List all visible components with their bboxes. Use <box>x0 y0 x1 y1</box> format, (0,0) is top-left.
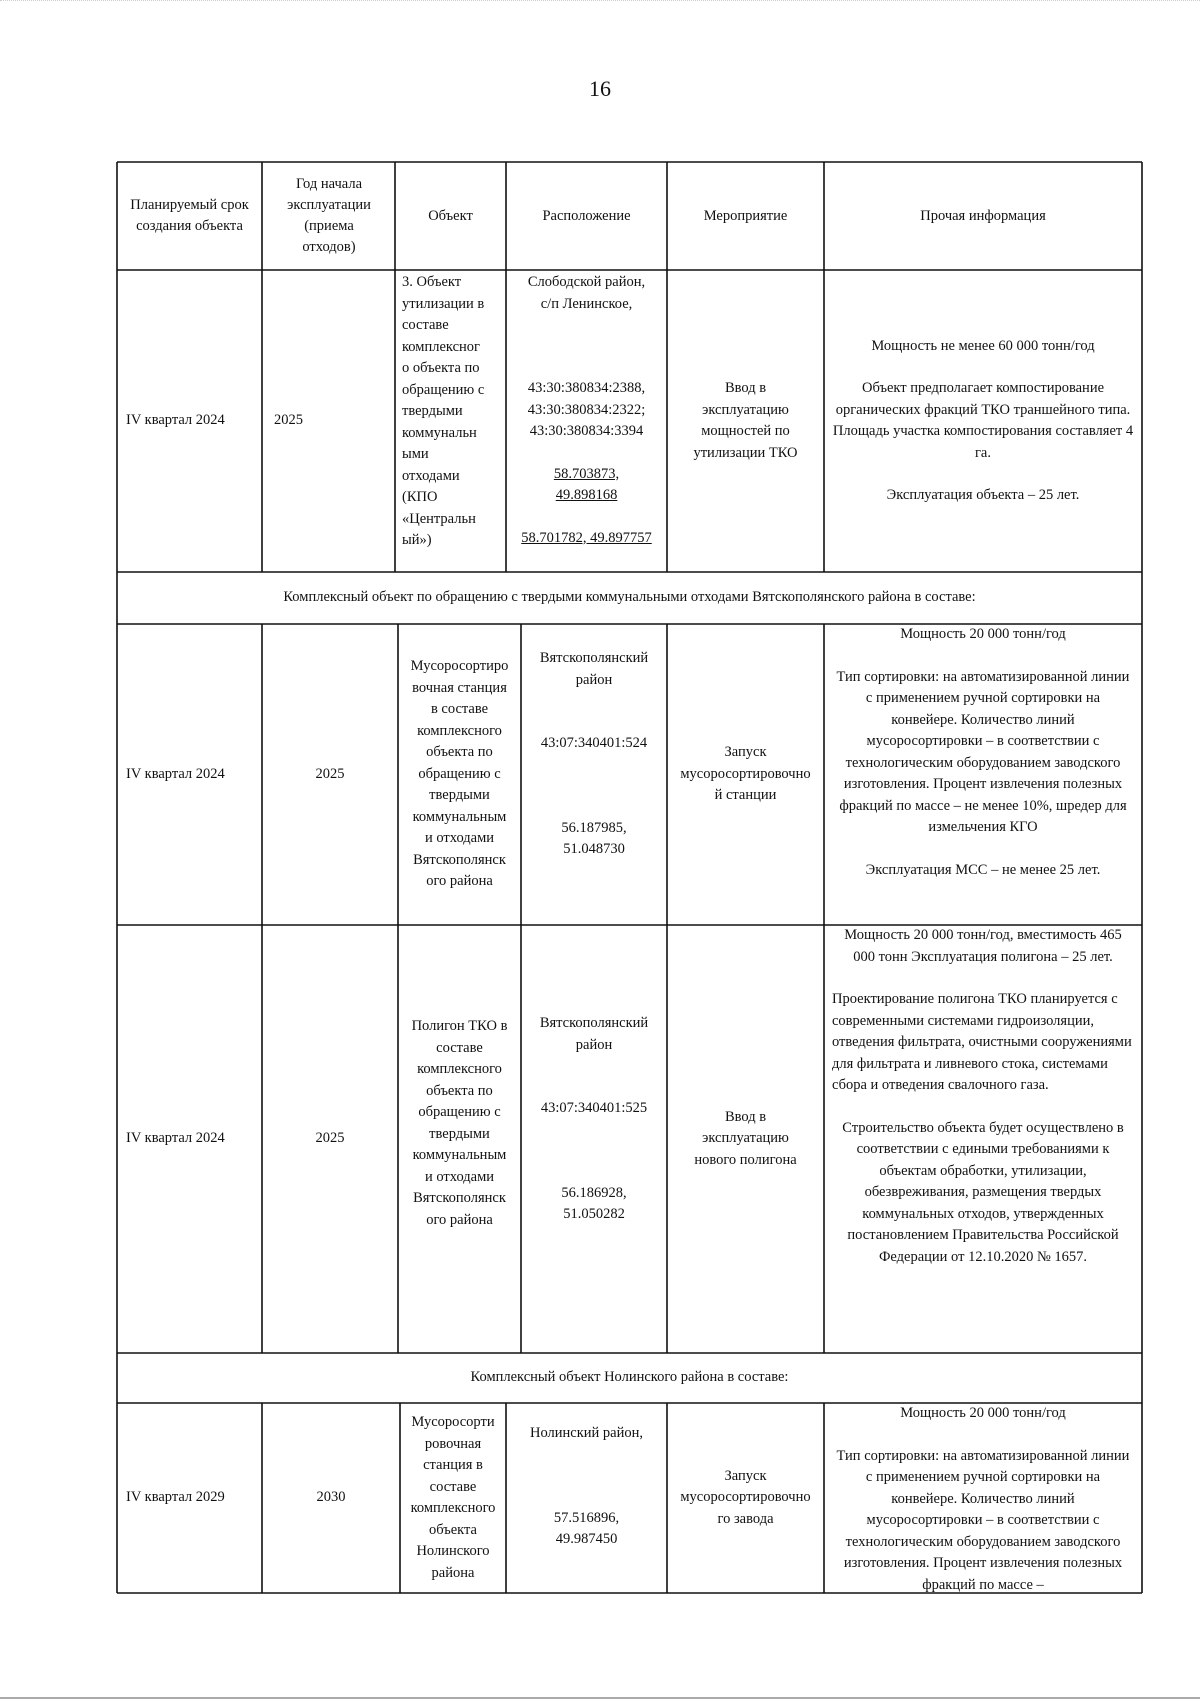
row1-info-lifetime: Эксплуатация объекта – 25 лет. <box>886 487 1080 503</box>
row1-object: 3. Объект утилизации в составе комплексног о объекта по обращению с твердыми коммунальн ыми отходами (КПО «Центральн ый») <box>402 274 485 548</box>
header-object: Объект <box>428 207 473 224</box>
row2-info-lifetime: Эксплуатация МСС – не менее 25 лет. <box>865 861 1101 878</box>
row1-year: 2025 <box>274 412 303 429</box>
row3-location: Вятскополянский район 43:07:340401:525 56.186928, 51.050282 <box>539 1015 649 1222</box>
row4-info-desc: Тип сортировки: на автоматизированной линии с применением ручной сортировки на конвейере. Количество линий мусоросортировки – в соответствии с технологическим оборудованием заводского изготовления. Процент извлечения полезных фракций по массе – <box>836 1447 1130 1592</box>
row3-info-capacity: Мощность 20 000 тонн/год, вместимость 465 000 тонн Эксплуатация полигона – 25 лет. <box>844 927 1122 965</box>
row2-info-capacity: Мощность 20 000 тонн/год <box>900 626 1066 642</box>
row4-info <box>832 1403 1134 1592</box>
header-year: Год начала эксплуатации (приема отходов) <box>287 176 371 255</box>
page-number: 16 <box>589 76 611 101</box>
header-term: Планируемый срок создания объекта <box>130 197 249 234</box>
section-heading-vyatskiye-polyany: Комплексный объект по обращению с твердыми коммунальными отходами Вятскополянского района в составе: <box>283 589 976 606</box>
row1-coords-link-2[interactable]: 58.701782, 49.897757 <box>521 529 652 546</box>
row2-measure: Запуск мусоросортировочно й станции <box>680 744 811 804</box>
row1-info-desc: Объект предполагает компостирование органических фракций ТКО траншейного типа. Площадь участка компостирования составляет 4 га. <box>832 380 1134 461</box>
row2-info <box>832 624 1134 924</box>
row4-measure: Запуск мусоросортировочно го завода <box>680 1467 811 1527</box>
header-measure: Мероприятие <box>703 207 788 224</box>
row2-info-desc: Тип сортировки: на автоматизированной линии с применением ручной сортировки на конвейере. Количество линий мусоросортировки – в соответствии с технологическим оборудованием заводского изготовления. Процент извлечения полезных фракций по массе – не менее 10%, шредер для измельчения КГО <box>836 668 1130 835</box>
row3-term: IV квартал 2024 <box>126 1130 225 1147</box>
row4-term: IV квартал 2029 <box>126 1489 225 1506</box>
row1-coords-link-1b[interactable]: 49.898168 <box>555 487 618 503</box>
row3-info-design: Проектирование полигона ТКО планируется с современными системами гидроизоляции, отведения фильтрата, очистными сооружениями для фильтрата и ливневого стока, системами сбора и отведения свалочного газа. <box>832 991 1132 1093</box>
row3-info <box>832 925 1134 1353</box>
row1-info <box>832 271 1134 571</box>
row2-term: IV квартал 2024 <box>126 765 225 782</box>
row4-object: Мусоросорти ровочная станция в составе комплексного объекта Нолинского района <box>410 1414 496 1581</box>
row1-info-capacity: Мощность не менее 60 000 тонн/год <box>871 337 1095 354</box>
row1-measure: Ввод в эксплуатацию мощностей по утилизации ТКО <box>693 380 798 461</box>
row1-location: Слободской район, с/п Ленинское, 43:30:380834:2388, 43:30:380834:2322; 43:30:380834:3394 58.703873, 49.898168 58.701782, 49.897757 <box>508 272 665 570</box>
row3-info-construction: Строительство объекта будет осуществлено в соответствии с едиными требованиями к объектам обработки, утилизации, обезвреживания, размещения твердых коммунальных отходов, утвержденных постановлением Правительства Российской Федерации от 12.10.2020 № 1657. <box>842 1119 1124 1265</box>
row3-measure: Ввод в эксплуатацию нового полигона <box>694 1108 797 1168</box>
row4-location: Нолинский район, 57.516896, 49.987450 <box>530 1425 643 1547</box>
row3-object: Полигон ТКО в составе комплексного объекта по обращению с твердыми коммунальным и отходами Вятскополянск ого района <box>411 1018 508 1228</box>
row4-year: 2030 <box>316 1489 346 1506</box>
row1-term: IV квартал 2024 <box>126 412 225 429</box>
row1-coords-link-1[interactable]: 58.703873, <box>553 465 620 482</box>
row4-info-capacity: Мощность 20 000 тонн/год <box>900 1405 1066 1421</box>
header-location: Расположение <box>542 207 631 224</box>
row3-year: 2025 <box>315 1130 345 1147</box>
row2-location: Вятскополянский район 43:07:340401:524 56.187985, 51.048730 <box>539 650 649 857</box>
row2-year: 2025 <box>315 765 345 782</box>
section-heading-nolinsk: Комплексный объект Нолинского района в составе: <box>470 1369 789 1386</box>
header-info: Прочая информация <box>920 207 1046 224</box>
row2-object: Мусоросортиро вочная станция в составе комплексного объекта по обращению с твердыми коммунальным и отходами Вятскополянск ого района <box>410 658 509 890</box>
scan-bottom-edge <box>0 1697 1200 1699</box>
